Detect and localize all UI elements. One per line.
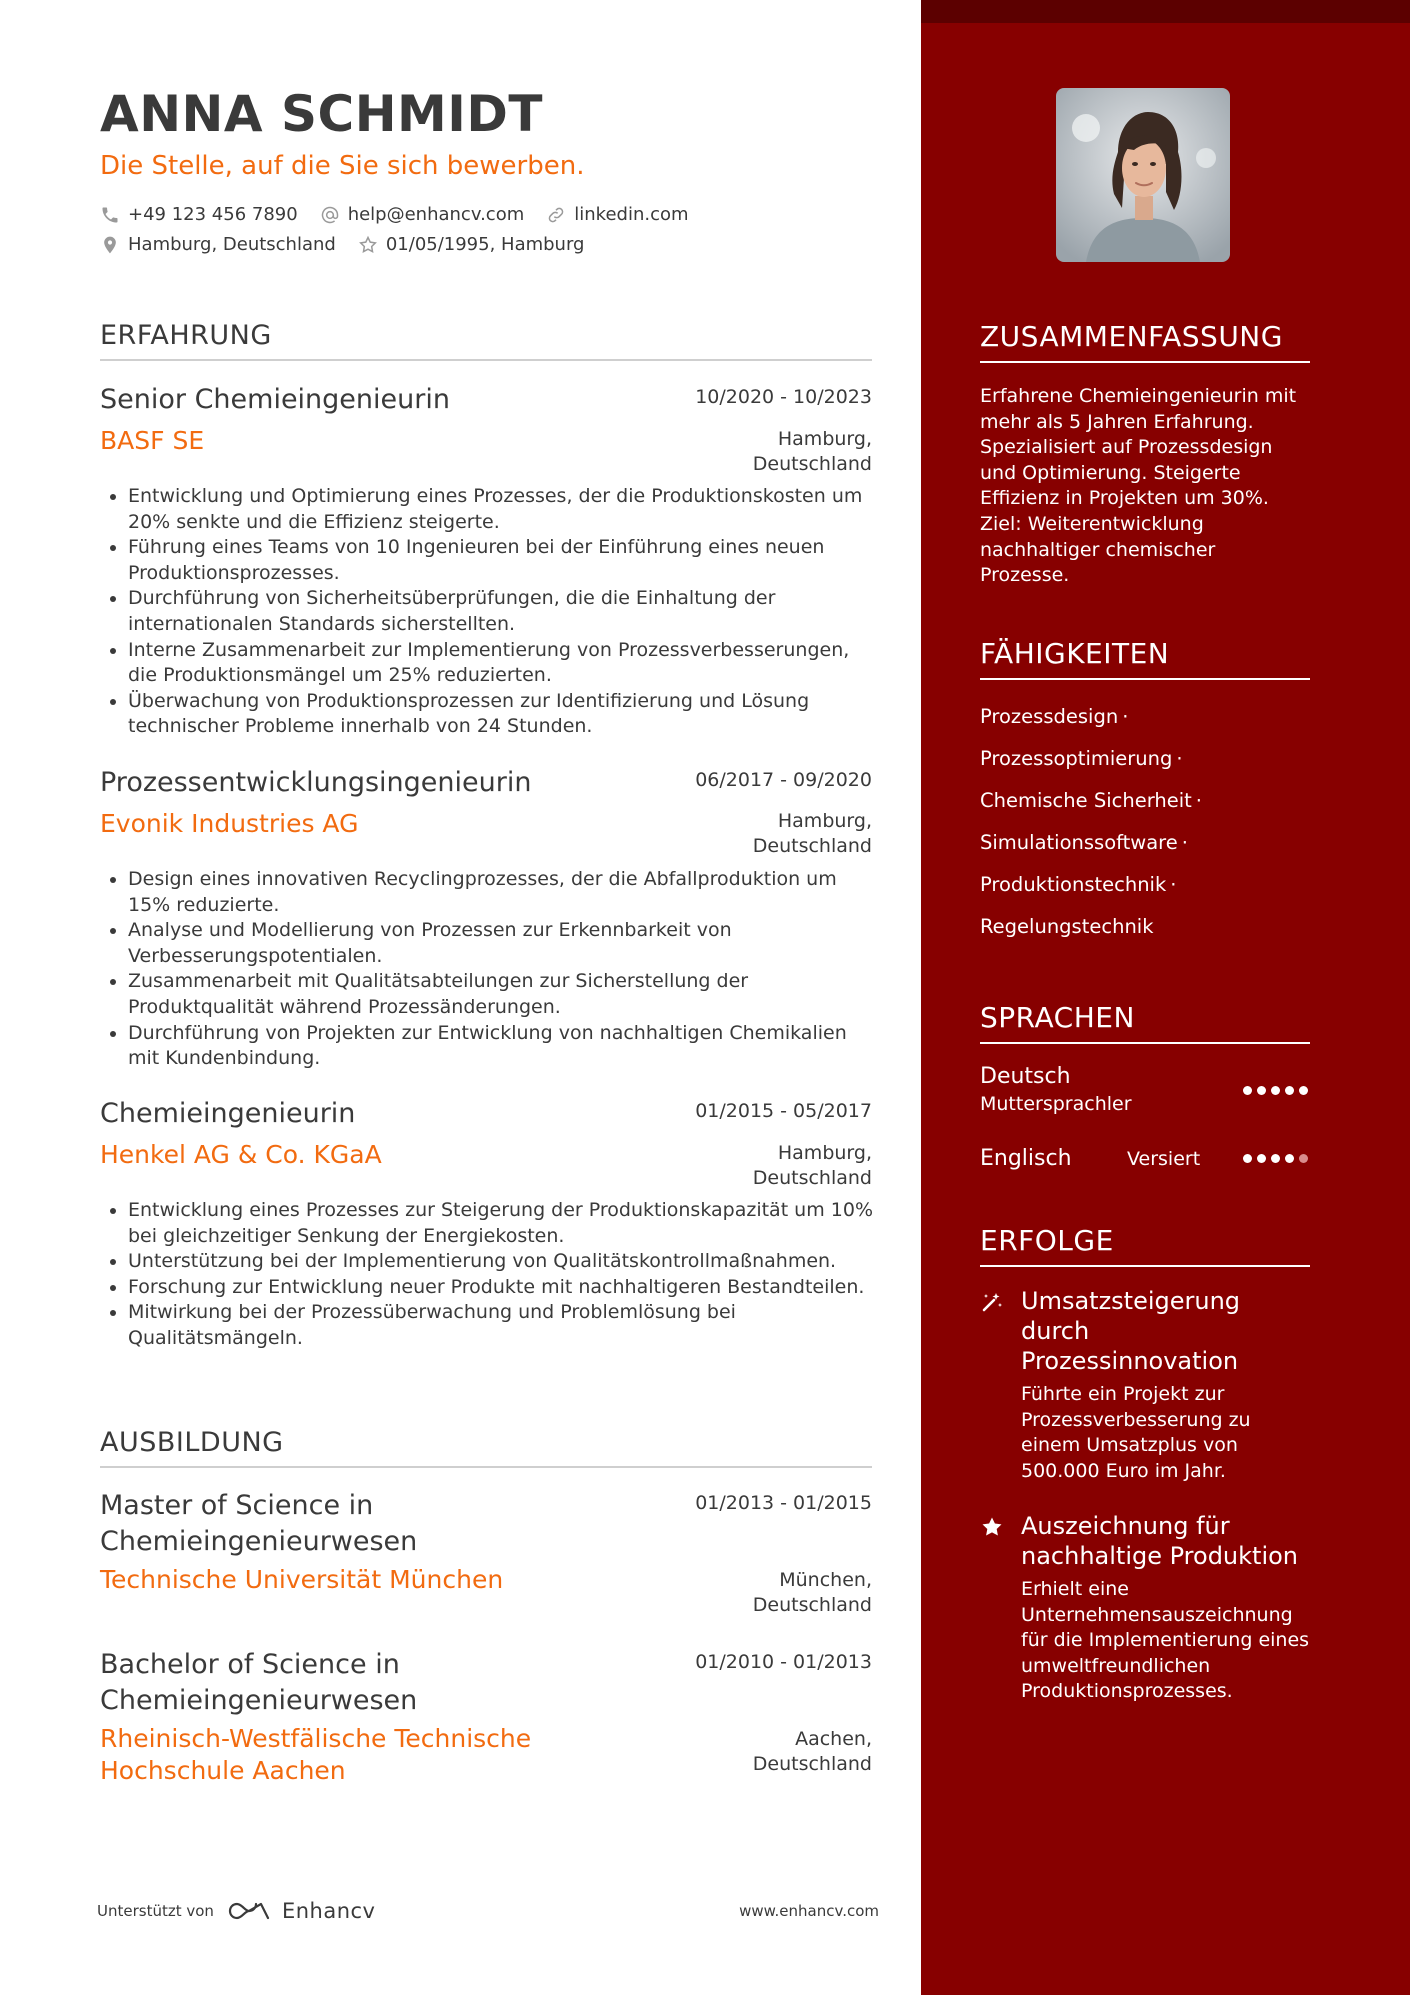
language-level: Versiert xyxy=(1127,1148,1201,1170)
profile-photo-image xyxy=(1056,88,1230,262)
job-location-line-1: Hamburg, xyxy=(777,1142,872,1164)
achievement-title: Auszeichnung für nachhaltige Produktion xyxy=(1021,1512,1299,1570)
job-bullet: • Interne Zusammenarbeit zur Implementierung von Prozessverbesserungen, die Produktionsmängel um 25% reduzierten. xyxy=(128,638,876,689)
language-name: Englisch xyxy=(980,1146,1072,1171)
school-name: Rheinisch-Westfälische Technische Hochschule Aachen xyxy=(100,1724,532,1785)
job-bullets xyxy=(100,1198,876,1352)
education-section-title: AUSBILDUNG xyxy=(100,1427,872,1468)
skill-item xyxy=(980,780,1310,822)
at-icon xyxy=(320,205,340,225)
job-bullet: • Durchführung von Sicherheitsüberprüfungen, die die Einhaltung der internationalen Standards sicherstellten. xyxy=(128,586,876,637)
skill-item xyxy=(980,696,1310,738)
language-name: Deutsch xyxy=(980,1064,1071,1089)
job-location-line-2: Deutschland xyxy=(752,835,872,857)
star-icon xyxy=(980,1515,1004,1539)
job-location-line-1: Hamburg, xyxy=(777,428,872,450)
education-location xyxy=(753,1727,872,1777)
job-bullet: • Zusammenarbeit mit Qualitätsabteilungen zur Sicherstellung der Produktqualität während Prozessänderungen. xyxy=(128,969,876,1020)
job-location xyxy=(753,1141,872,1191)
skills-section-title: FÄHIGKEITEN xyxy=(980,637,1310,680)
location-item xyxy=(100,232,336,258)
footer-brand xyxy=(97,1899,375,1923)
location-text: Hamburg, Deutschland xyxy=(128,234,336,255)
job-bullet: • Design eines innovativen Recyclingprozesses, der die Abfallproduktion um 15% reduzierte. xyxy=(128,867,876,918)
language-level: Muttersprachler xyxy=(980,1093,1132,1115)
experience-entry-2 xyxy=(100,765,872,1070)
rating-dot-filled xyxy=(1285,1086,1294,1095)
rating-dot-filled xyxy=(1243,1086,1252,1095)
contact-row-2 xyxy=(100,232,606,258)
skill-separator: · xyxy=(1176,747,1183,770)
rating-dot-filled xyxy=(1271,1086,1280,1095)
rating-dot-filled xyxy=(1285,1154,1294,1163)
language-rating xyxy=(1238,1154,1308,1163)
skill-separator: · xyxy=(1181,831,1188,854)
education-location-line-1: Aachen, xyxy=(795,1728,872,1750)
powered-by-label: Unterstützt von xyxy=(97,1902,214,1920)
job-bullet: • Unterstützung bei der Implementierung von Qualitätskontrollmaßnahmen. xyxy=(128,1249,876,1275)
job-bullet: • Forschung zur Entwicklung neuer Produkte mit nachhaltigeren Bestandteilen. xyxy=(128,1275,876,1301)
job-location xyxy=(753,427,872,477)
achievements-section-title: ERFOLGE xyxy=(980,1224,1310,1267)
job-title: Prozessentwicklungsingenieurin xyxy=(100,767,532,798)
rating-dot-empty xyxy=(1299,1154,1308,1163)
rating-dot-filled xyxy=(1257,1154,1266,1163)
achievement-entry-2 xyxy=(980,1511,1310,1705)
experience-section-title: ERFAHRUNG xyxy=(100,320,872,361)
achievement-description: Erhielt eine Unternehmensauszeichnung für die Implementierung eines umweltfreundlichen Produktionsprozesses. xyxy=(1021,1578,1310,1703)
skill-label: Prozessoptimierung xyxy=(980,747,1173,770)
education-entry-1 xyxy=(100,1488,872,1616)
phone-item xyxy=(100,202,298,228)
job-bullet: • Überwachung von Produktionsprozessen zur Identifizierung und Lösung technischer Probleme innerhalb von 24 Stunden. xyxy=(128,689,876,740)
summary-text: Erfahrene Chemieingenieurin mit mehr als 5 Jahren Erfahrung. Spezialisiert auf Prozessdesign und Optimierung. Steigerte Effizienz in Projekten um 30%. Ziel: Weiterentwicklung nachhaltiger chemischer Prozesse. xyxy=(980,385,1297,587)
job-dates: 10/2020 - 10/2023 xyxy=(695,386,872,408)
enhancv-logo-icon xyxy=(226,1900,272,1922)
email-item xyxy=(320,202,525,228)
skill-item xyxy=(980,906,1310,948)
sidebar-top-bar xyxy=(921,0,1410,23)
skill-label: Produktionstechnik xyxy=(980,873,1167,896)
job-location xyxy=(753,809,872,859)
job-bullet: • Mitwirkung bei der Prozessüberwachung und Problemlösung bei Qualitätsmängeln. xyxy=(128,1300,876,1351)
skill-separator: · xyxy=(1170,873,1177,896)
link-icon xyxy=(546,205,566,225)
skill-label: Prozessdesign xyxy=(980,705,1119,728)
education-location-line-2: Deutschland xyxy=(752,1753,872,1775)
contact-row-1 xyxy=(100,202,711,228)
school-name: Technische Universität München xyxy=(100,1565,504,1594)
phone-number: +49 123 456 7890 xyxy=(128,204,298,225)
job-location-line-1: Hamburg, xyxy=(777,810,872,832)
job-bullet: • Entwicklung eines Prozesses zur Steigerung der Produktionskapazität um 10% bei gleichzeitiger Senkung der Energiekosten. xyxy=(128,1198,876,1249)
job-location-line-2: Deutschland xyxy=(752,1167,872,1189)
education-location-line-2: Deutschland xyxy=(752,1594,872,1616)
star-outline-icon xyxy=(358,235,378,255)
job-dates: 06/2017 - 09/2020 xyxy=(695,769,872,791)
summary-section-title: ZUSAMMENFASSUNG xyxy=(980,320,1310,363)
rating-dot-filled xyxy=(1299,1086,1308,1095)
location-pin-icon xyxy=(100,235,120,255)
degree-title: Bachelor of Science in Chemieingenieurwesen xyxy=(100,1649,418,1716)
job-title: Chemieingenieurin xyxy=(100,1098,356,1129)
experience-entry-3 xyxy=(100,1096,873,1349)
job-bullet: • Führung eines Teams von 10 Ingenieuren bei der Einführung eines neuen Produktionsprozesses. xyxy=(128,535,876,586)
job-bullet: • Analyse und Modellierung von Prozessen zur Erkennbarkeit von Verbesserungspotentialen. xyxy=(128,918,876,969)
degree-title: Master of Science in Chemieingenieurwesen xyxy=(100,1490,418,1557)
linkedin-item xyxy=(546,202,688,228)
education-location-line-1: München, xyxy=(779,1569,872,1591)
rating-dot-filled xyxy=(1257,1086,1266,1095)
job-dates: 01/2015 - 05/2017 xyxy=(695,1100,872,1122)
footer xyxy=(97,1896,879,1926)
target-role: Die Stelle, auf die Sie sich bewerben. xyxy=(100,151,585,181)
skill-separator: · xyxy=(1195,789,1202,812)
job-bullets xyxy=(100,867,876,1072)
magic-wand-icon xyxy=(980,1290,1004,1314)
rating-dot-filled xyxy=(1243,1154,1252,1163)
languages-section-title: SPRACHEN xyxy=(980,1001,1310,1044)
achievement-entry-1 xyxy=(980,1286,1310,1484)
skill-item xyxy=(980,738,1310,780)
linkedin-link[interactable]: linkedin.com xyxy=(574,204,689,225)
job-bullet: • Entwicklung und Optimierung eines Prozesses, der die Produktionskosten um 20% senkte und die Effizienz steigerte. xyxy=(128,484,876,535)
footer-website[interactable]: www.enhancv.com xyxy=(739,1902,879,1920)
language-rating xyxy=(1238,1086,1308,1095)
job-location-line-2: Deutschland xyxy=(752,453,872,475)
skill-item xyxy=(980,822,1310,864)
job-company: Evonik Industries AG xyxy=(100,809,359,838)
enhancv-logo-text: Enhancv xyxy=(281,1899,376,1923)
skill-label: Chemische Sicherheit xyxy=(980,789,1192,812)
language-entry-2 xyxy=(980,1145,1310,1173)
skills-list xyxy=(980,696,1310,948)
skill-item xyxy=(980,864,1310,906)
profile-photo xyxy=(1056,88,1230,262)
achievement-description: Führte ein Projekt zur Prozessverbesserung zu einem Umsatzplus von 500.000 Euro im Jahr. xyxy=(1021,1383,1251,1482)
experience-entry-1 xyxy=(100,382,872,738)
job-company: Henkel AG & Co. KGaA xyxy=(100,1140,382,1169)
email-address[interactable]: help@enhancv.com xyxy=(347,204,525,225)
education-location xyxy=(753,1568,872,1618)
language-entry-1 xyxy=(980,1063,1310,1117)
birth-text: 01/05/1995, Hamburg xyxy=(385,234,585,255)
job-bullet: • Durchführung von Projekten zur Entwicklung von nachhaltigen Chemikalien mit Kundenbindung. xyxy=(128,1021,876,1072)
skill-label: Regelungstechnik xyxy=(980,915,1154,938)
achievement-title: Umsatzsteigerung durch Prozessinnovation xyxy=(1021,1287,1241,1375)
education-dates: 01/2010 - 01/2013 xyxy=(695,1651,872,1673)
job-title: Senior Chemieingenieurin xyxy=(100,384,450,415)
candidate-name: ANNA SCHMIDT xyxy=(100,85,544,143)
phone-icon xyxy=(100,205,120,225)
education-entry-2 xyxy=(100,1647,872,1787)
skill-label: Simulationssoftware xyxy=(980,831,1178,854)
education-dates: 01/2013 - 01/2015 xyxy=(695,1492,872,1514)
job-bullets xyxy=(100,484,876,740)
job-company: BASF SE xyxy=(100,426,205,455)
skill-separator: · xyxy=(1122,705,1129,728)
birth-item xyxy=(358,232,585,258)
rating-dot-filled xyxy=(1271,1154,1280,1163)
